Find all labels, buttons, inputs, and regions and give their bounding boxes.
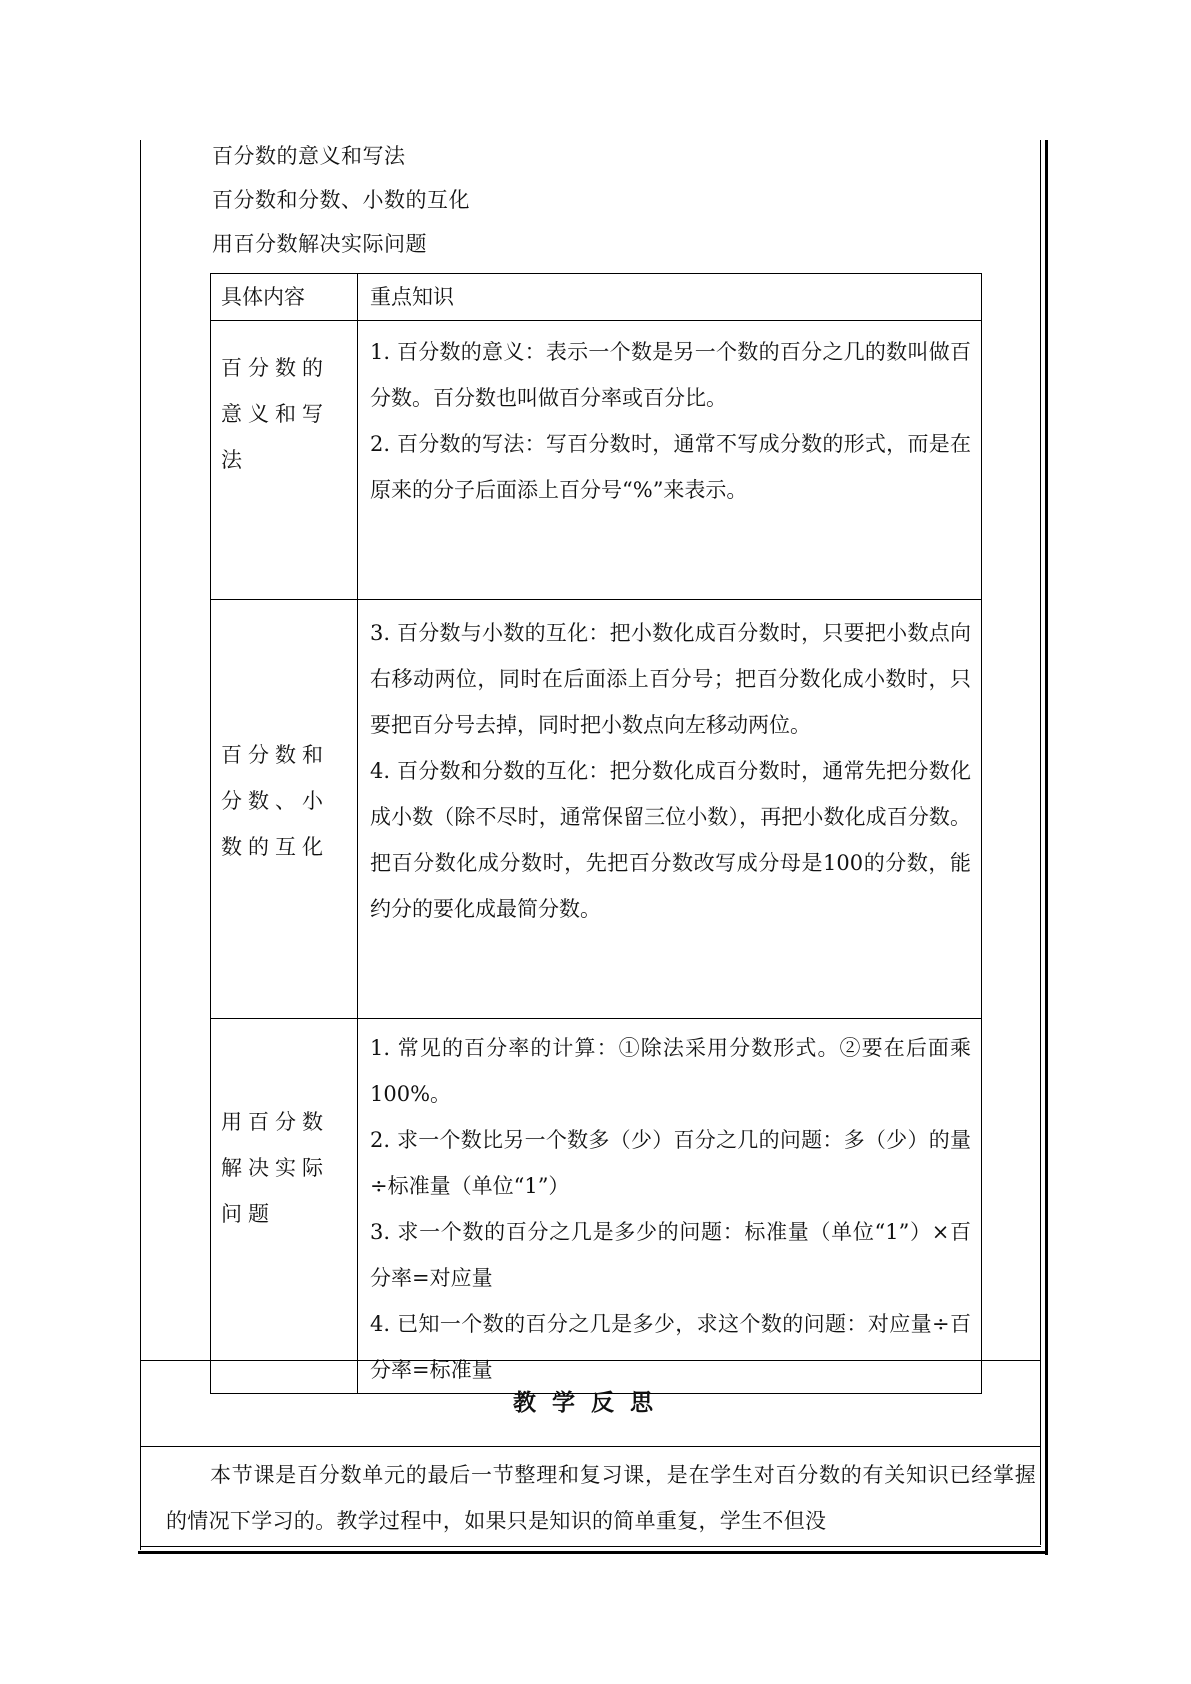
table-header-row xyxy=(211,274,982,321)
table-row xyxy=(211,600,982,1019)
document-frame-bottom-outer xyxy=(138,1551,1048,1554)
section-divider xyxy=(141,1446,1041,1447)
document-frame-left xyxy=(140,140,141,1550)
table-row xyxy=(211,1019,982,1394)
document-frame-right-outer xyxy=(1045,140,1048,1555)
knowledge-item: 4. 已知一个数的百分之几是多少，求这个数的问题：对应量÷百分率=标准量 xyxy=(370,1312,971,1382)
reflection-text: 本节课是百分数单元的最后一节整理和复习课，是在学生对百分数的有关知识已经掌握的情况下学习的。教学过程中，如果只是知识的简单重复，学生不但没 xyxy=(166,1463,1036,1533)
knowledge-item: 1. 百分数的意义：表示一个数是另一个数的百分之几的数叫做百分数。百分数也叫做百分率或百分比。 xyxy=(370,340,971,410)
outline-line: 百分数和分数、小数的互化 xyxy=(212,188,470,212)
knowledge-table xyxy=(210,273,982,1394)
outline-line: 用百分数解决实际问题 xyxy=(212,232,427,256)
knowledge-item: 2. 求一个数比另一个数多（少）百分之几的问题：多（少）的量÷标准量（单位“1”） xyxy=(370,1128,971,1198)
knowledge-item: 2. 百分数的写法：写百分数时，通常不写成分数的形式，而是在原来的分子后面添上百分号“%”来表示。 xyxy=(370,432,971,502)
row-category: 用百分数解决实际问题 xyxy=(221,1110,329,1226)
knowledge-item: 3. 百分数与小数的互化：把小数化成百分数时，只要把小数点向右移动两位，同时在后面添上百分号；把百分数化成小数时，只要把百分号去掉，同时把小数点向左移动两位。 xyxy=(370,621,971,737)
section-divider xyxy=(141,1360,1041,1361)
table-row xyxy=(211,321,982,600)
knowledge-item: 1. 常见的百分率的计算：①除法采用分数形式。②要在后面乘100%。 xyxy=(370,1036,971,1106)
row-category: 百分数和分数、小数的互化 xyxy=(221,743,329,859)
document-frame-right-inner xyxy=(1040,140,1041,1545)
row-category: 百分数的意义和写法 xyxy=(221,356,329,472)
table-header-knowledge: 重点知识 xyxy=(358,274,982,321)
knowledge-item: 3. 求一个数的百分之几是多少的问题：标准量（单位“1”）×百分率=对应量 xyxy=(370,1220,971,1290)
outline-line: 百分数的意义和写法 xyxy=(212,144,406,168)
knowledge-item: 4. 百分数和分数的互化：把分数化成百分数时，通常先把分数化成小数（除不尽时，通常保留三位小数），再把小数化成百分数。把百分数化成分数时，先把百分数改写成分母是100的分数，能约分的要化成最简分数。 xyxy=(370,759,971,921)
reflection-title: 教学反思 xyxy=(513,1390,669,1416)
table-header-category: 具体内容 xyxy=(211,274,358,321)
document-frame-bottom-inner xyxy=(140,1546,1041,1547)
